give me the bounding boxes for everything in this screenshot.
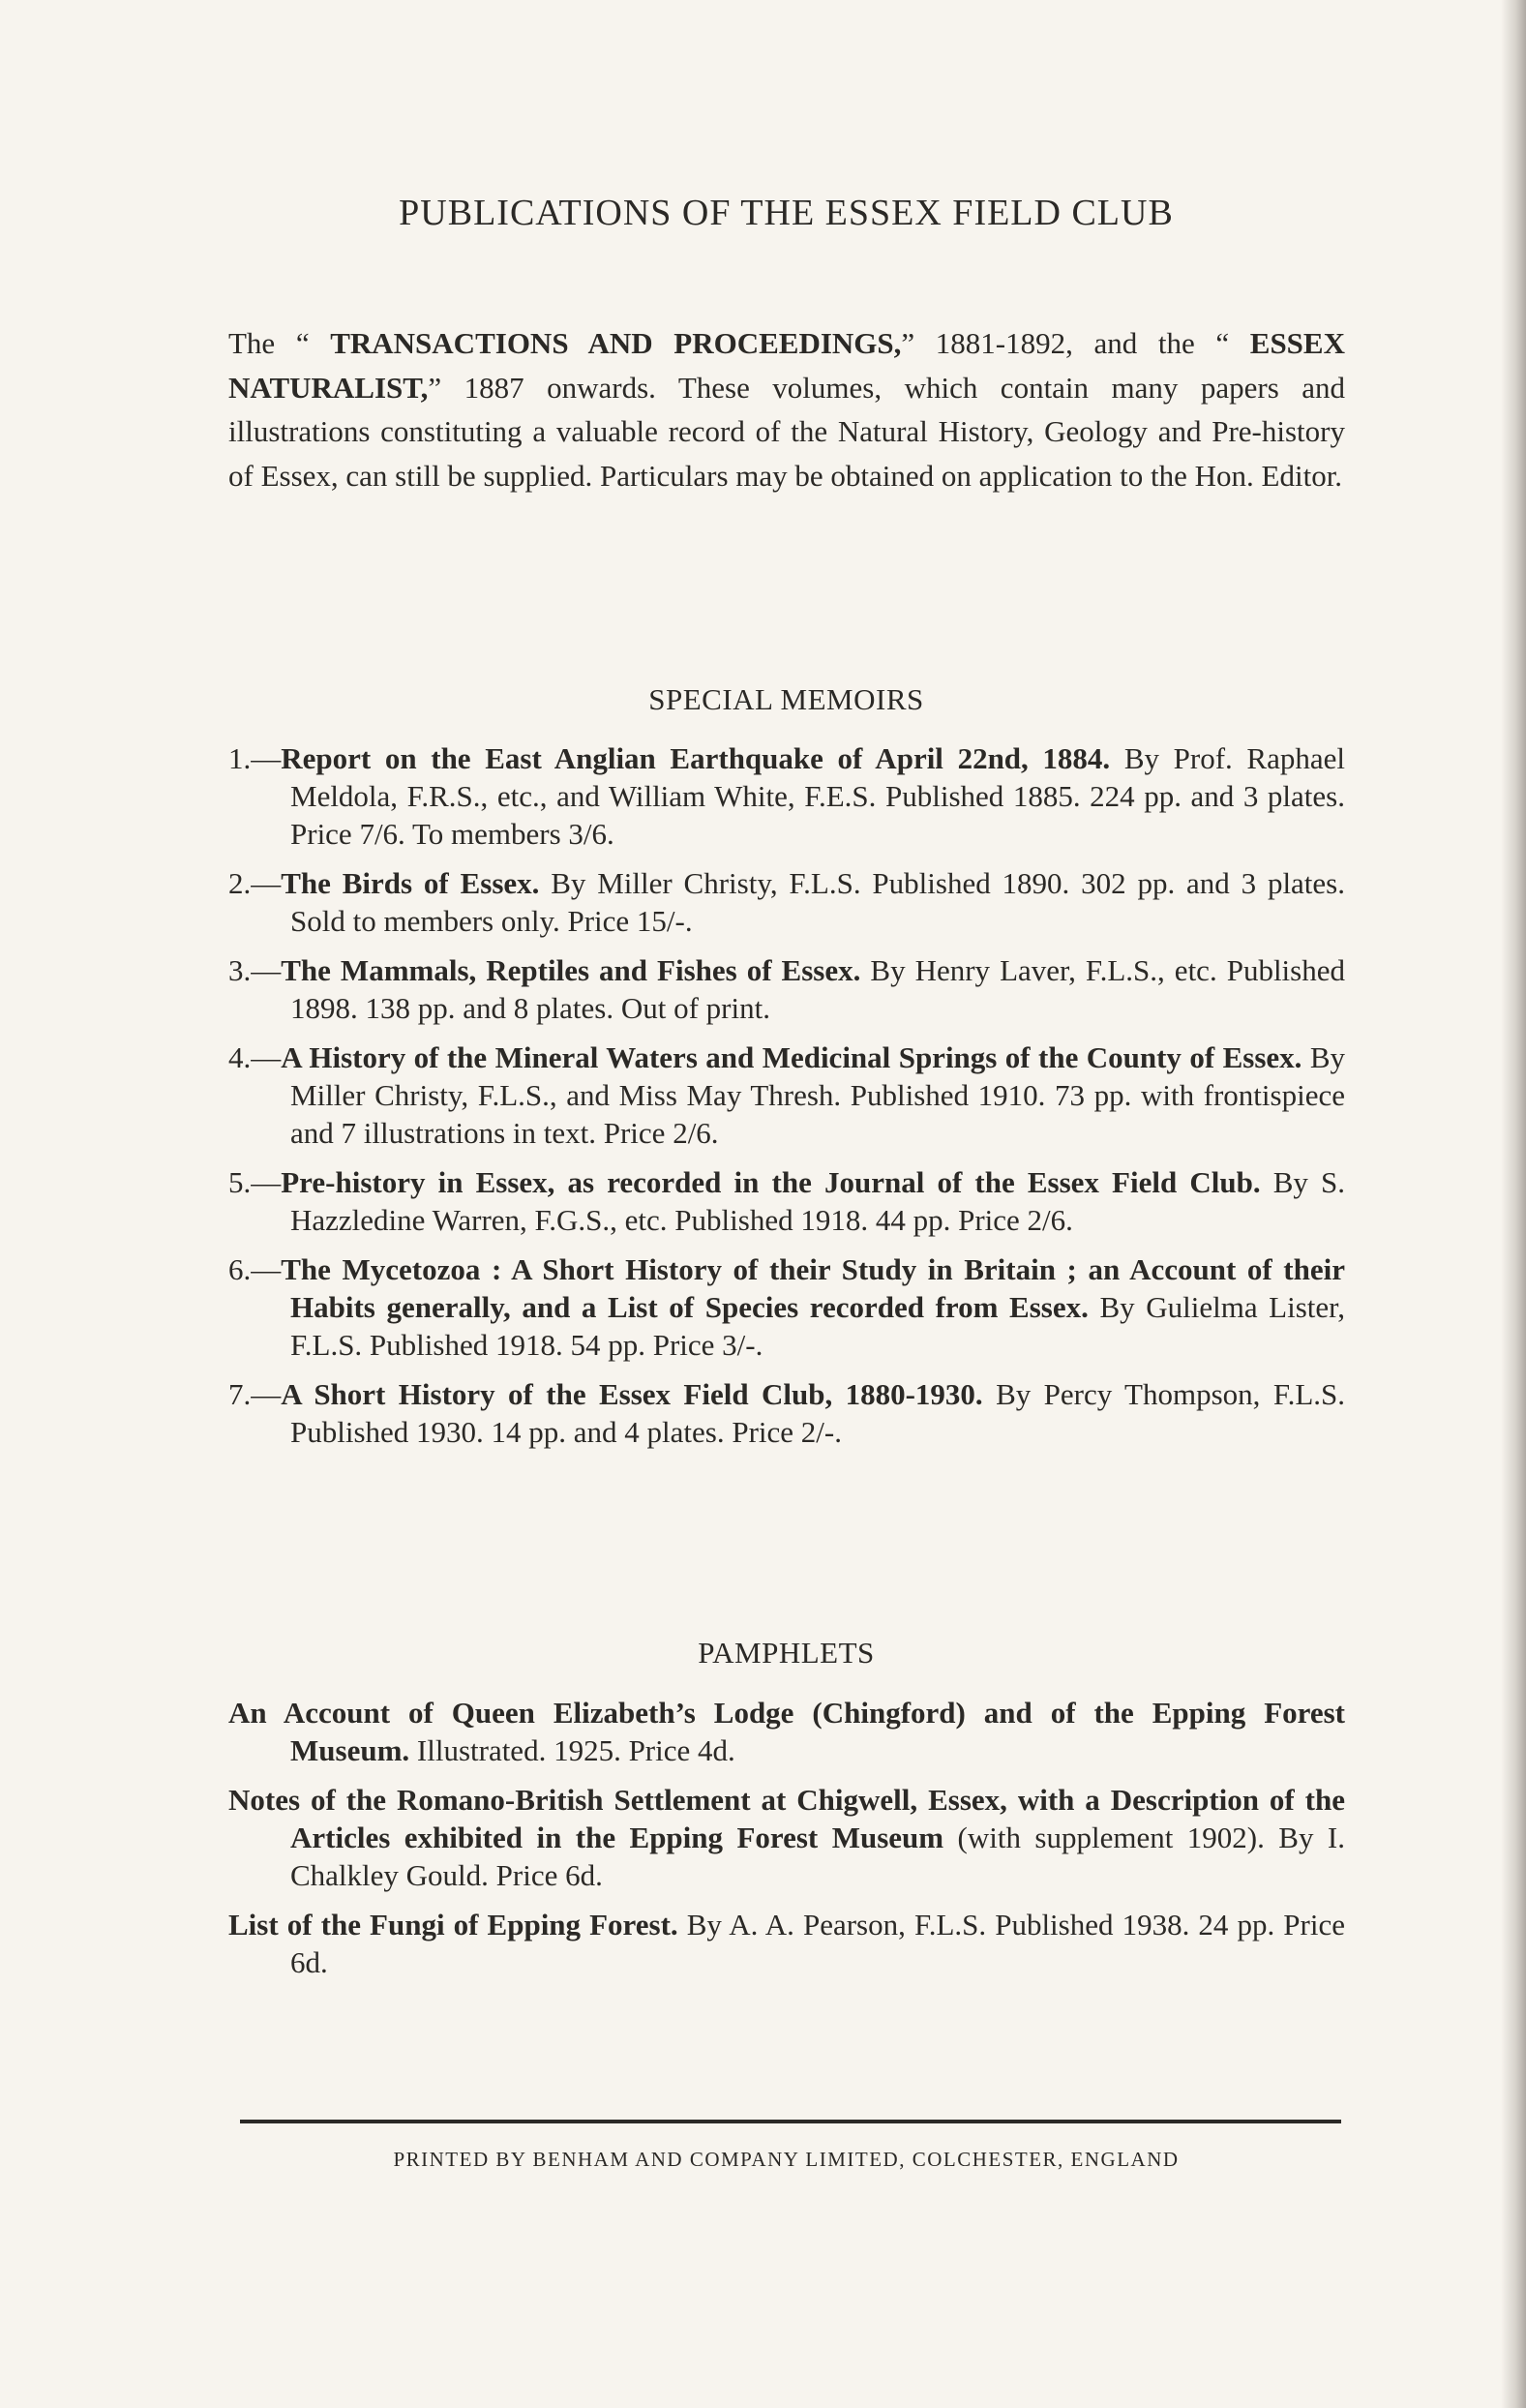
memoir-number: 5.— — [228, 1165, 282, 1199]
special-memoirs-heading: SPECIAL MEMOIRS — [648, 682, 924, 716]
pamphlet-item — [228, 1694, 1345, 1769]
pamphlets-list — [228, 1694, 1345, 1993]
intro-bold-naturalist: ESSEX NATURALIST, — [228, 326, 1345, 405]
pamphlet-details: (with supplement 1902). By I. Chalkley Gould. Price 6d. — [290, 1821, 1345, 1892]
printer-imprint: PRINTED BY BENHAM AND COMPANY LIMITED, COLCHESTER, ENGLAND — [393, 2148, 1180, 2171]
memoir-details: By S. Hazzledine Warren, F.G.S., etc. Published 1918. 44 pp. Price 2/6. — [290, 1165, 1345, 1237]
memoir-item — [228, 1375, 1345, 1451]
memoir-item — [228, 1250, 1345, 1364]
memoir-details: By Miller Christy, F.L.S. Published 1890. 302 pp. and 3 plates. Sold to members only. Price 15/-. — [290, 866, 1345, 938]
intro-rest: ” 1887 onwards. These volumes, which contain many papers and illustrations constituting a valuable record of the Natural History, Geology and Pre-history of Essex, can still be supplied. Particulars may be obtained on application to the Hon. Editor. — [228, 370, 1345, 493]
memoir-item — [228, 1163, 1345, 1239]
pamphlet-details: By A. A. Pearson, F.L.S. Published 1938. 24 pp. Price 6d. — [290, 1908, 1345, 1979]
intro-paragraph — [228, 321, 1345, 497]
memoir-details: By Miller Christy, F.L.S., and Miss May Thresh. Published 1910. 73 pp. with frontispiece and 7 illustrations in text. Price 2/6. — [290, 1040, 1345, 1150]
memoir-title: The Mammals, Reptiles and Fishes of Essex. — [281, 953, 861, 987]
pamphlet-title: List of the Fungi of Epping Forest. — [228, 1908, 678, 1941]
memoir-number: 7.— — [228, 1377, 282, 1411]
pamphlets-heading: PAMPHLETS — [698, 1636, 875, 1670]
memoir-title: The Mycetozoa : A Short History of their Study in Britain ; an Account of their Habits generally, and a List of Species recorded from Essex. — [281, 1252, 1345, 1324]
memoir-title: Pre-history in Essex, as recorded in the Journal of the Essex Field Club. — [281, 1165, 1261, 1199]
pamphlet-item — [228, 1906, 1345, 1981]
page-edge-shadow — [1501, 0, 1526, 2408]
intro-bold-transactions: TRANSACTIONS AND PROCEEDINGS, — [330, 326, 902, 360]
memoir-number: 6.— — [228, 1252, 282, 1286]
pamphlet-details: Illustrated. 1925. Price 4d. — [409, 1733, 735, 1767]
memoir-details: By Henry Laver, F.L.S., etc. Published 1898. 138 pp. and 8 plates. Out of print. — [290, 953, 1345, 1025]
memoir-title: A History of the Mineral Waters and Medicinal Springs of the County of Essex. — [281, 1040, 1302, 1074]
memoir-item — [228, 864, 1345, 940]
memoir-number: 1.— — [228, 741, 282, 775]
intro-mid: ” 1881-1892, and the “ — [901, 326, 1250, 360]
intro-pre: The “ — [228, 326, 331, 360]
pamphlet-title: Notes of the Romano-British Settlement at Chigwell, Essex, with a Description of the Articles exhibited in the Epping Forest Museum — [228, 1783, 1345, 1854]
memoir-details: By Gulielma Lister, F.L.S. Published 1918. 54 pp. Price 3/-. — [290, 1290, 1345, 1362]
memoir-item — [228, 739, 1345, 853]
memoir-details: By Prof. Raphael Meldola, F.R.S., etc., and William White, F.E.S. Published 1885. 224 pp. and 3 plates. Price 7/6. To members 3/6. — [290, 741, 1345, 851]
memoir-details: By Percy Thompson, F.L.S. Published 1930. 14 pp. and 4 plates. Price 2/-. — [290, 1377, 1346, 1449]
memoir-title: A Short History of the Essex Field Club, 1880-1930. — [281, 1377, 983, 1411]
pamphlet-title: An Account of Queen Elizabeth’s Lodge (Chingford) and of the Epping Forest Museum. — [228, 1696, 1345, 1767]
pamphlet-item — [228, 1781, 1345, 1894]
footer-rule — [240, 2120, 1341, 2123]
memoir-item — [228, 951, 1345, 1027]
page-title: PUBLICATIONS OF THE ESSEX FIELD CLUB — [399, 193, 1174, 233]
memoir-number: 2.— — [228, 866, 282, 900]
memoir-item — [228, 1038, 1345, 1152]
memoir-number: 3.— — [228, 953, 282, 987]
special-memoirs-list — [228, 739, 1345, 1462]
memoir-number: 4.— — [228, 1040, 282, 1074]
memoir-title: Report on the East Anglian Earthquake of April 22nd, 1884. — [281, 741, 1111, 775]
memoir-title: The Birds of Essex. — [281, 866, 540, 900]
